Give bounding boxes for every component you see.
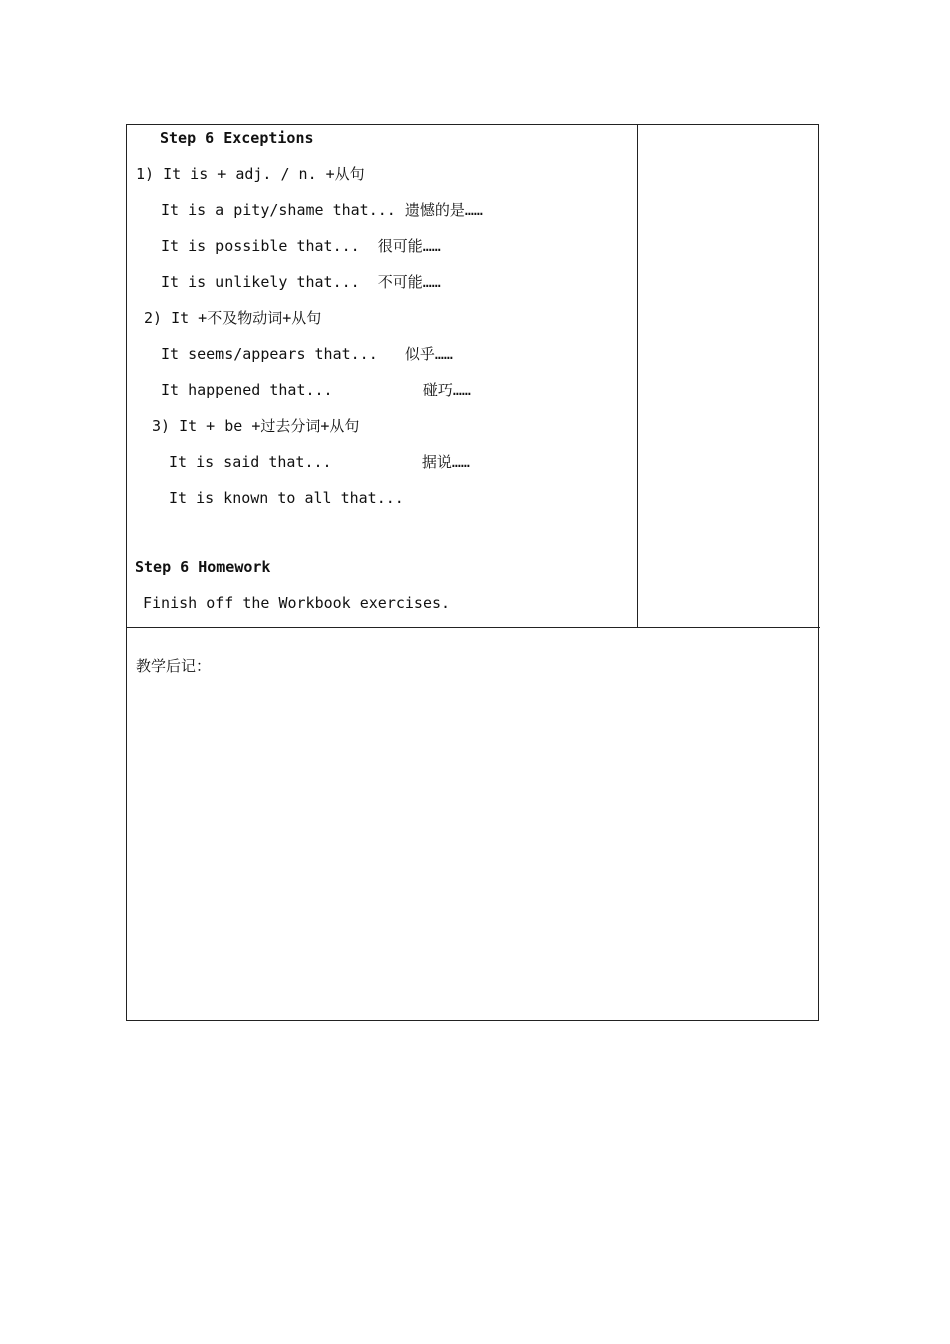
rule3-example1: It is said that... 据说…… [169,453,470,471]
column-divider [637,124,638,627]
rule1-example3: It is unlikely that... 不可能…… [161,273,441,291]
rule2-heading: 2) It +不及物动词+从句 [144,309,322,327]
row-divider [126,627,820,628]
rule2-example1: It seems/appears that... 似乎…… [161,345,453,363]
homework-title: Step 6 Homework [135,558,271,576]
rule1-example2: It is possible that... 很可能…… [161,237,441,255]
rule2-example2: It happened that... 碰巧…… [161,381,471,399]
rule1-example1: It is a pity/shame that... 遗憾的是…… [161,201,483,219]
step-exceptions-title: Step 6 Exceptions [160,129,314,147]
teaching-notes-label: 教学后记： [136,657,212,675]
rule1-heading: 1) It is + adj. / n. +从句 [136,165,365,183]
homework-text: Finish off the Workbook exercises. [143,594,451,612]
rule3-example2: It is known to all that... [169,489,404,507]
rule3-heading: 3) It + be +过去分词+从句 [152,417,360,435]
